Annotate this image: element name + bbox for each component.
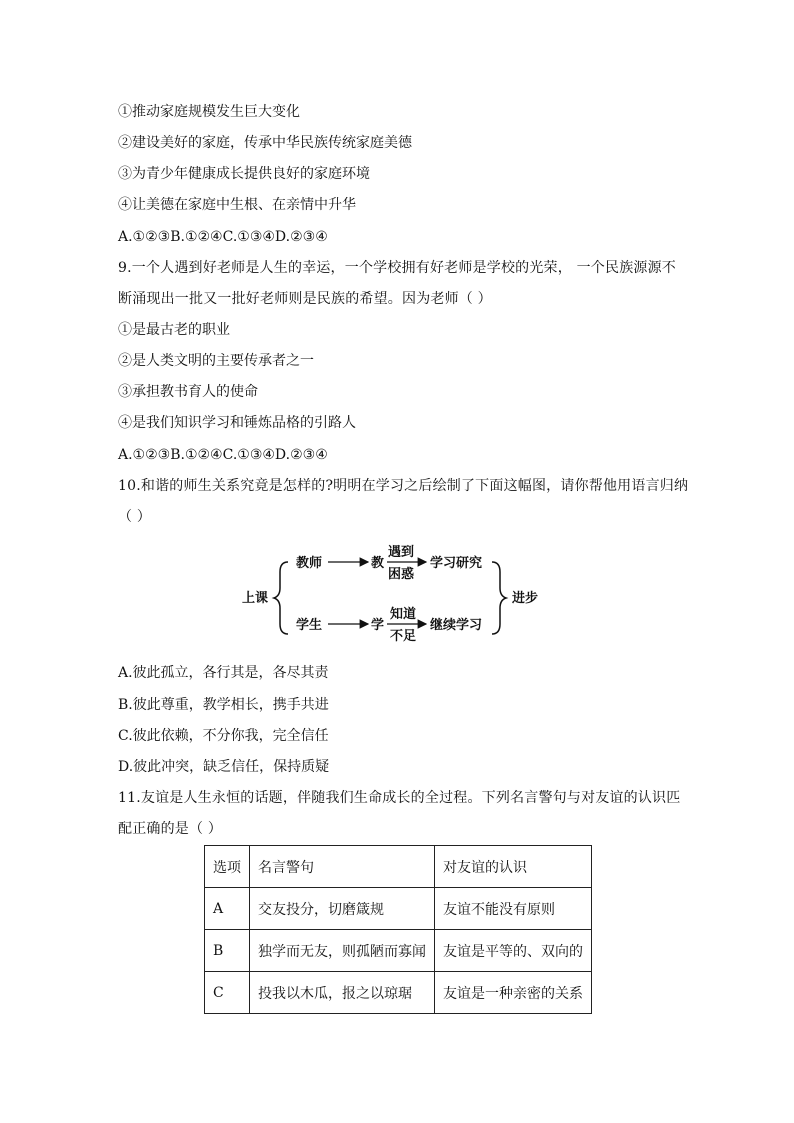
right-brace [492, 562, 506, 634]
table-cell: A [205, 888, 250, 930]
diagram-teach-label: 教 [371, 556, 385, 571]
table-cell: 友谊不能没有原则 [435, 888, 592, 930]
table-cell: C [205, 972, 250, 1014]
table-header-cell: 对友谊的认识 [435, 846, 592, 888]
table-cell: 友谊是一种亲密的关系 [435, 972, 592, 1014]
table-header-row [205, 846, 592, 888]
q10-stem-line2: （ ） [118, 509, 152, 525]
q10-option-a: A.彼此孤立，各行其是，各尽其责 [118, 665, 329, 681]
q8-option-2: ②建设美好的家庭，传承中华民族传统家庭美德 [118, 135, 412, 151]
q9-option-2: ②是人类文明的主要传承者之一 [118, 353, 314, 369]
table-cell: 独学而无友，则孤陋而寡闻 [250, 930, 435, 972]
teacher-student-diagram [230, 540, 560, 650]
q8-option-4: ④让美德在家庭中生根、在亲情中升华 [118, 197, 356, 213]
q10-stem-line1: 10.和谐的师生关系究竟是怎样的?明明在学习之后绘制了下面这幅图，请你帮他用语言归纳 [118, 478, 689, 494]
diagram-meet-bottom: 困惑 [388, 567, 415, 582]
q10-option-b: B.彼此尊重，教学相长，携手共进 [118, 697, 329, 713]
diagram-know-top: 知道 [390, 607, 417, 622]
table-row [205, 972, 592, 1014]
diagram-study-research: 学习研究 [430, 556, 483, 571]
q9-option-1: ①是最古老的职业 [118, 322, 230, 338]
diagram-meet-top: 遇到 [388, 545, 415, 560]
table-cell: B [205, 930, 250, 972]
diagram-start-label: 上课 [242, 591, 269, 606]
q9-stem-line2: 断涌现出一批又一批好老师则是民族的希望。因为老师（ ） [118, 291, 492, 307]
diagram-progress-label: 进步 [512, 591, 539, 606]
table-header-cell: 选项 [205, 846, 250, 888]
table-cell: 友谊是平等的、双向的 [435, 930, 592, 972]
q11-stem-line2: 配正确的是（ ） [118, 821, 223, 837]
diagram-teacher-label: 教师 [296, 556, 323, 571]
q8-option-1: ①推动家庭规模发生巨大变化 [118, 104, 300, 120]
q9-answer-choices: A.①②③B.①②④C.①③④D.②③④ [118, 447, 328, 463]
left-brace [274, 562, 288, 634]
table-header-cell: 名言警句 [250, 846, 435, 888]
table-row [205, 930, 592, 972]
q11-stem-line1: 11.友谊是人生永恒的话题，伴随我们生命成长的全过程。下列名言警句与对友谊的认识匹 [118, 790, 681, 806]
diagram-learn-label: 学 [371, 618, 385, 633]
table-row [205, 888, 592, 930]
table-cell: 投我以木瓜，报之以琼琚 [250, 972, 435, 1014]
q8-option-3: ③为青少年健康成长提供良好的家庭环境 [118, 166, 370, 182]
diagram-know-bottom: 不足 [390, 629, 417, 644]
diagram-student-label: 学生 [296, 618, 323, 633]
q10-option-c: C.彼此依赖，不分你我，完全信任 [118, 728, 329, 744]
q9-stem-line1: 9.一个人遇到好老师是人生的幸运，一个学校拥有好老师是学校的光荣， 一个民族源源不 [118, 260, 677, 276]
q10-option-d: D.彼此冲突，缺乏信任，保持质疑 [118, 759, 330, 775]
q8-answer-choices: A.①②③B.①②④C.①③④D.②③④ [118, 229, 328, 245]
table-cell: 交友投分，切磨箴规 [250, 888, 435, 930]
q11-options-table [204, 845, 592, 1014]
q9-option-4: ④是我们知识学习和锤炼品格的引路人 [118, 415, 356, 431]
diagram-continue-study: 继续学习 [430, 618, 483, 633]
q9-option-3: ③承担教书育人的使命 [118, 384, 258, 400]
